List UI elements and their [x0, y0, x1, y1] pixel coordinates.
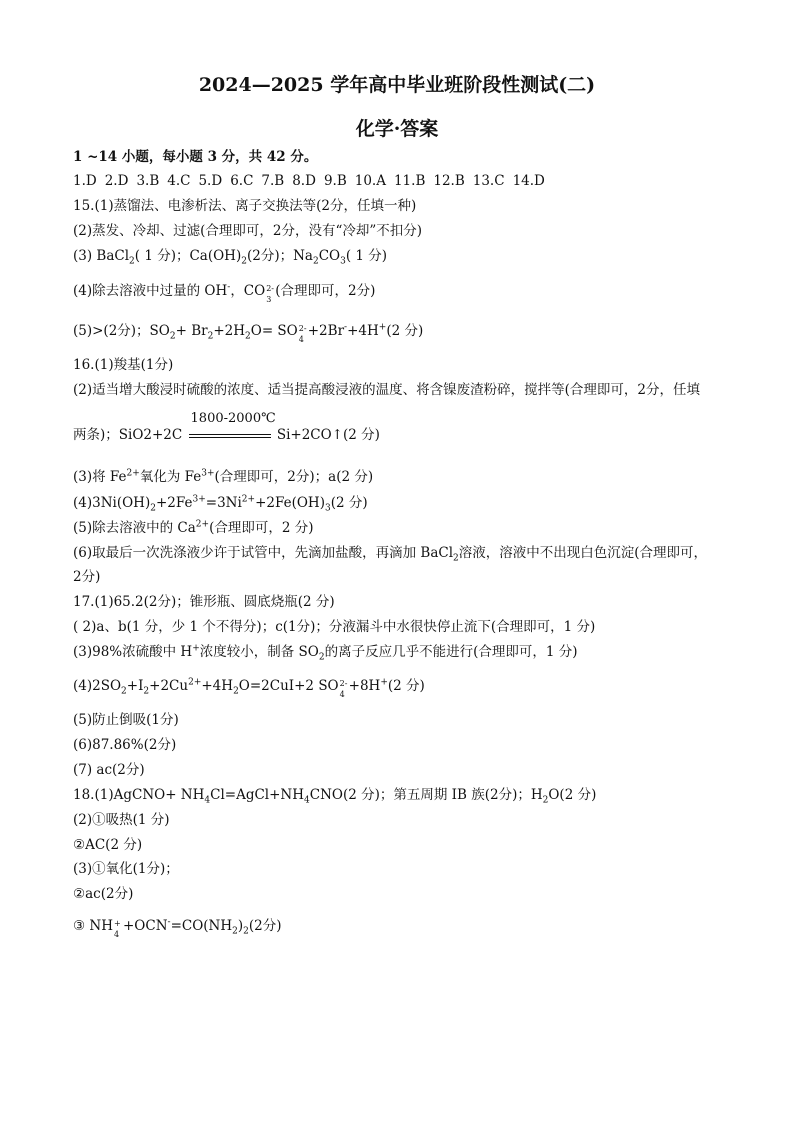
q18-line-2: (2)①吸热(1 分) [73, 812, 170, 828]
q15-line-1: 15.(1)蒸馏法、电渗析法、离子交换法等(2分，任填一种) [73, 198, 417, 214]
mcq-answer: 3.B [136, 173, 160, 189]
mcq-answer: 4.C [167, 173, 191, 189]
mcq-answer: 11.B [393, 173, 426, 189]
q15-line-5: (5)>(2分)；$SO_2+ Br_2+2H_2O=$ SO 2- 4 +2Br-+4H+(2 分) [73, 322, 424, 344]
q17-line-6: (6)87.86%(2分) [73, 737, 177, 753]
q18-line-4: (3)①氧化(1分)； [73, 861, 179, 877]
mcq-answer: 14.D [512, 173, 545, 189]
q17-line-3: (3)98%浓硫酸中 H+浓度较小，制备 $SO_2$的离子反应几乎不能进行(合理即可，1 分) [73, 643, 578, 663]
q17-line-7: (7) ac(2分) [73, 762, 145, 778]
mcq-answer: 10.A [354, 173, 386, 189]
q15-line-4: (4)除去溶液中过量的 OH-，CO 2- 3 (合理即可，2分) [73, 282, 376, 304]
q16-line-3: 两条)；SiO2+2C 1800-2000℃ Si+2CO↑(2 分) [73, 411, 380, 443]
mcq-answer: 13.C [472, 173, 505, 189]
q16-line-4: (3)将 $Fe^{2+}$氧化为 $Fe^{3+}$(合理即可，2分)；a(2 分) [73, 468, 374, 485]
page-subtitle: 化学·答案 [355, 118, 439, 140]
mcq-header: 1 ~14 小题，每小题 3 分，共 42 分。 [73, 149, 318, 165]
q17-line-4: $(4)2SO_2+I_2+2Cu^{2+}+4H_2O=2CuI+2$ SO 2- 4 +8H+(2 分) [73, 677, 425, 699]
mcq-answer: 2.D [104, 173, 129, 189]
q16-line-6: (5)除去溶液中的 $Ca^{2+}$(合理即可，2 分) [73, 519, 314, 536]
mcq-answer-row [73, 172, 553, 190]
mcq-answer: 8.D [292, 173, 316, 189]
mcq-answer: 1.D [73, 173, 97, 189]
q18-line-1: 18.(1)AgCNO+ $NH_4Cl=AgCl+NH_4CNO(2$ 分)；第五周期 IB 族(2分)；$H_2O(2$ 分) [73, 787, 597, 806]
mcq-answer: 9.B [323, 173, 347, 189]
q18-line-3: ②AC(2 分) [73, 837, 143, 853]
reaction-condition: 1800-2000℃ [189, 426, 271, 444]
q17-line-5: (5)防止倒吸(1分) [73, 712, 179, 728]
mcq-answer: 12.B [433, 173, 465, 189]
q16-line-2: (2)适当增大酸浸时硫酸的浓度、适当提高酸浸液的温度、将含镍废渣粉碎，搅拌等(合理即可，2分，任填 [73, 382, 700, 398]
mcq-answer: 5.D [198, 173, 223, 189]
mcq-answer: 6.C [230, 173, 254, 189]
q18-line-6: ③ NH + 4 $+OCN^-=CO(NH_2)_2(2$分) [73, 917, 282, 939]
q16-line-1: 16.(1)羧基(1分) [73, 357, 174, 373]
page-title: 2024—2025 学年高中毕业班阶段性测试(二) [198, 74, 596, 96]
q17-line-1: 17.(1)65.2(2分)；锥形瓶、圆底烧瓶(2 分) [73, 594, 335, 610]
q15-line-2: (2)蒸发、冷却、过滤(合理即可，2分，没有“冷却”不扣分) [73, 223, 423, 239]
q17-line-2: ( 2)a、b(1 分，少 1 个不得分)；c(1分)；分液漏斗中水很快停止流下(合理即可，1 分) [73, 619, 596, 635]
q15-line-3: (3) BaCl$_2$( 1 分)；$Ca(OH)_2(2$分)；$Na_2CO_3$( 1 分) [73, 248, 388, 267]
q16-line-5: $(4)3Ni(OH)_2+2Fe^{3+}=3Ni^{2+}+2Fe(OH)_3(2$ 分) [73, 494, 368, 514]
mcq-answer: 7.B [261, 173, 285, 189]
q18-line-5: ②ac(2分) [73, 886, 134, 902]
q16-line-8: 2分) [73, 569, 101, 585]
q16-line-7: (6)取最后一次洗涤液少许于试管中，先滴加盐酸，再滴加 BaCl$_2$溶液，溶液中不出现白色沉淀(合理即可， [73, 545, 708, 564]
